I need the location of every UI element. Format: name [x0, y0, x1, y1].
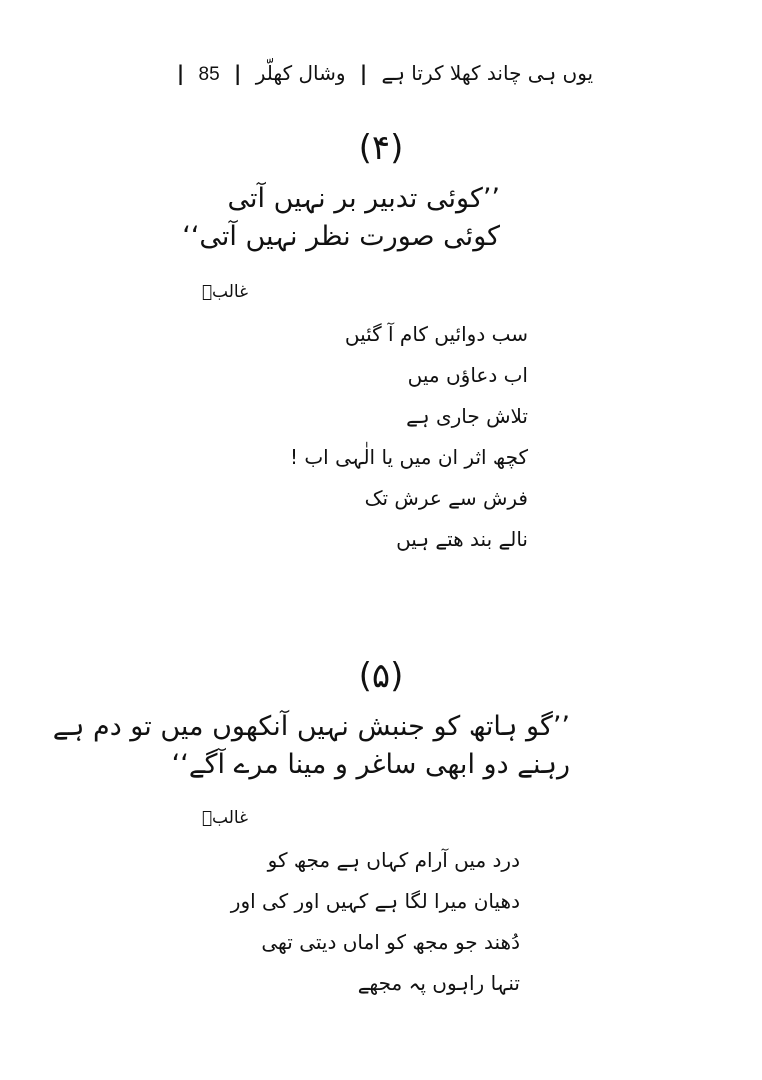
- page-number: 85: [198, 64, 220, 85]
- quote-line: کوئی صورت نظر نہیں آتی‘‘: [182, 221, 500, 252]
- section-number: (۵): [358, 656, 404, 696]
- poem-line: تنہا راہوں پہ مجھے: [357, 971, 520, 995]
- quote-line: ’’کوئی تدبیر بر نہیں آتی: [227, 183, 500, 214]
- poem-line: فرش سے عرش تک: [364, 486, 528, 510]
- section-number: (۴): [358, 128, 404, 168]
- page-header: [0, 58, 762, 90]
- quote-line: رہنے دو ابھی ساغر و مینا مرے آگے‘‘: [171, 749, 570, 780]
- header-separator: |: [176, 61, 185, 85]
- poem-line: دھیان میرا لگا ہے کہیں اور کی اور: [230, 889, 520, 913]
- author-name: وشال کھلّر: [255, 61, 346, 85]
- poet-attribution: غالبؔ: [201, 282, 248, 302]
- quote-line: ’’گو ہاتھ کو جنبش نہیں آنکھوں میں تو دم ہے: [52, 711, 570, 742]
- header-separator: |: [234, 61, 242, 85]
- book-title: یوں ہی چاند کھلا کرتا ہے: [381, 61, 594, 85]
- poem-line: تلاش جاری ہے: [406, 404, 528, 428]
- poem-line: کچھ اثر ان میں یا الٰہی اب !: [289, 445, 528, 469]
- poem: [230, 840, 520, 1004]
- poem: [289, 314, 528, 560]
- epigraph-quote: [182, 180, 500, 256]
- poem-line: اب دعاؤں میں: [407, 363, 528, 387]
- poem-line: سب دوائیں کام آ گئیں: [344, 322, 528, 346]
- header-separator: |: [359, 61, 368, 85]
- poem-line: درد میں آرام کہاں ہے مجھ کو: [267, 848, 520, 872]
- poem-line: دُھند جو مجھ کو اماں دیتی تھی: [261, 930, 520, 954]
- poet-attribution: غالبؔ: [201, 808, 248, 828]
- poem-line: نالے بند ھتے ہیں: [396, 527, 528, 551]
- epigraph-quote: [52, 708, 570, 784]
